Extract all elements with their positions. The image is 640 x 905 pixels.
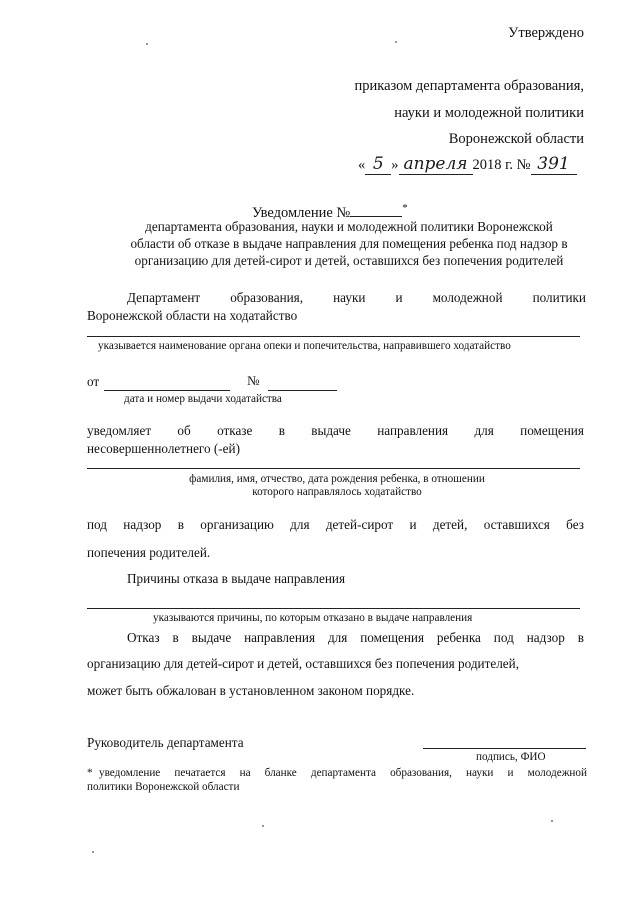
- appeal-line-3: может быть обжалован в установленном законом порядке.: [87, 683, 415, 698]
- para3-line-1: [87, 517, 584, 533]
- footnote-line-2: политики Воронежской области: [87, 781, 240, 793]
- caption-child-line-2: которого направлялось ходатайство: [252, 486, 422, 498]
- notice-title-line-1: департамента образования, науки и молодежной политики Воронежской: [145, 219, 553, 234]
- appeal-word: под: [493, 630, 514, 645]
- para3-word: надзор: [123, 517, 162, 532]
- appeal-word: для: [327, 630, 348, 645]
- scan-speck: [395, 41, 397, 43]
- quote-open: «: [358, 157, 366, 173]
- notice-title-line-2: области об отказе в выдаче направления для помещения ребенка под надзор в: [130, 236, 568, 251]
- para3-word: без: [566, 517, 584, 532]
- appeal-word: в: [577, 630, 584, 645]
- signature-role: Руководитель департамента: [87, 735, 244, 750]
- scan-speck: [262, 825, 264, 827]
- from-date-line: [104, 390, 230, 391]
- para3-word: в: [177, 517, 184, 532]
- appeal-word: выдаче: [191, 630, 232, 645]
- para2-word: направления: [377, 423, 449, 438]
- child-name-line: [87, 468, 580, 469]
- para3-word: для: [290, 517, 310, 532]
- caption-reasons: указываются причины, по которым отказано в выдаче направления: [153, 612, 473, 624]
- approval-date-line: [358, 154, 577, 178]
- approval-line-3: Воронежской области: [448, 131, 584, 147]
- notice-asterisk: *: [402, 202, 408, 214]
- para2-word: для: [474, 423, 494, 438]
- para1-line-1: [127, 290, 586, 306]
- appeal-word: направления: [244, 630, 316, 645]
- para1-word: политики: [532, 290, 586, 305]
- footnote-marker: *: [87, 767, 93, 779]
- para2-word: отказе: [217, 423, 253, 438]
- para2-line-1: [87, 423, 584, 439]
- para1-word: молодежной: [432, 290, 503, 305]
- para3-word: и: [409, 517, 417, 532]
- appeal-word: Отказ: [127, 630, 160, 645]
- reasons-label: Причины отказа в выдаче направления: [127, 571, 346, 586]
- signature-line: [423, 748, 586, 749]
- appeal-word: надзор: [526, 630, 565, 645]
- para3-word: оставшихся: [483, 517, 550, 532]
- signature-caption: подпись, ФИО: [476, 751, 546, 763]
- caption-guardianship-authority: указывается наименование органа опеки и попечительства, направившего ходатайство: [98, 340, 511, 352]
- appeal-word: ребенка: [436, 630, 481, 645]
- notice-heading-text: Уведомление №: [252, 204, 351, 221]
- para3-word: организацию: [200, 517, 274, 532]
- reasons-line: [87, 608, 580, 609]
- approval-day: 5: [365, 154, 391, 175]
- para3-word: под: [87, 517, 107, 532]
- from-number-line: [268, 390, 337, 391]
- para2-word: помещения: [520, 423, 584, 438]
- appeal-word: в: [172, 630, 179, 645]
- para2-line-2: несовершеннолетнего (-ей): [87, 441, 240, 456]
- appeal-line-1: [127, 630, 584, 646]
- para2-word: уведомляет: [87, 423, 152, 438]
- from-label: от: [87, 374, 100, 389]
- approval-month: апреля: [399, 154, 473, 175]
- para1-word: и: [395, 290, 403, 305]
- caption-child-line-1: фамилия, имя, отчество, дата рождения ребенка, в отношении: [189, 473, 485, 485]
- notice-number-blank: [350, 216, 402, 217]
- approval-line-2: науки и молодежной политики: [394, 105, 584, 121]
- para2-word: в: [278, 423, 285, 438]
- para3-word: детей-сирот: [325, 517, 394, 532]
- approval-year: 2018 г. №: [472, 157, 531, 173]
- footnote-line-1: [87, 767, 587, 779]
- scan-speck: [551, 820, 553, 822]
- number-sign: №: [247, 373, 260, 388]
- para1-word: образования,: [230, 290, 304, 305]
- approval-title: Утверждено: [508, 25, 584, 41]
- guardianship-authority-line: [87, 336, 580, 337]
- approval-number: 391: [531, 154, 577, 175]
- appeal-word: помещения: [360, 630, 425, 645]
- scan-speck: [146, 43, 148, 45]
- caption-date-number: дата и номер выдачи ходатайства: [124, 393, 282, 405]
- para1-word: Департамент: [127, 290, 201, 305]
- scan-speck: [92, 851, 94, 853]
- para2-word: выдаче: [311, 423, 351, 438]
- para3-word: детей,: [432, 517, 468, 532]
- quote-close: »: [391, 157, 399, 173]
- approval-line-1: приказом департамента образования,: [354, 78, 584, 94]
- para3-line-2: попечения родителей.: [87, 545, 211, 560]
- footnote-text-1: уведомление печатается на бланке департамента образования, науки и молодежной: [99, 767, 587, 779]
- appeal-line-2: организацию для детей-сирот и детей, оставшихся без попечения родителей,: [87, 656, 519, 671]
- notice-title-line-3: организацию для детей-сирот и детей, оставшихся без попечения родителей: [134, 253, 564, 268]
- para1-word: науки: [333, 290, 366, 305]
- para1-line-2: Воронежской области на ходатайство: [87, 308, 298, 323]
- para2-word: об: [177, 423, 191, 438]
